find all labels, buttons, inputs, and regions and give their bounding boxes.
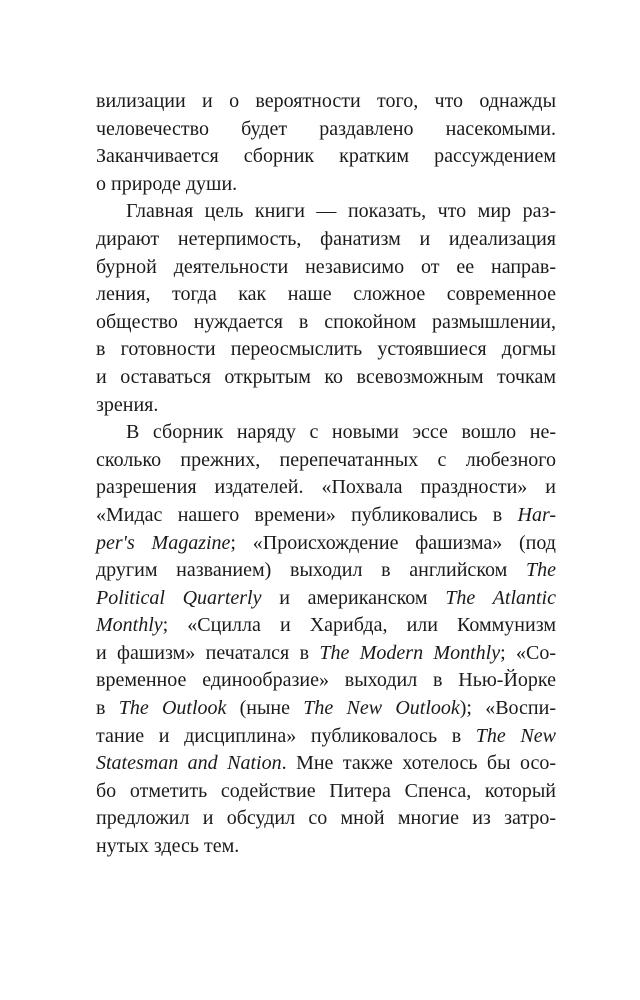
text-line: per's Magazine; «Происхождение фашизма» (под xyxy=(96,531,556,554)
text-line: дирают нетерпимость, фанатизм и идеализация xyxy=(96,227,556,250)
text-line: общество нуждается в спокойном размышлении, xyxy=(96,310,556,333)
text-line: о природе души. xyxy=(96,172,238,195)
text-line: временное единообразие» выходил в Нью-Йорке xyxy=(96,669,556,692)
text-line: нутых здесь тем. xyxy=(96,835,240,858)
text-line: Political Quarterly и американском The Atlantic xyxy=(96,586,556,609)
text-line: предложил и обсудил со мной многие из затро- xyxy=(96,807,556,830)
text-line: Monthly; «Сцилла и Харибда, или Коммунизм xyxy=(96,614,556,637)
text-line: в готовности переосмыслить устоявшиеся догмы xyxy=(96,338,556,361)
text-line: в The Outlook (ныне The New Outlook); «Воспи- xyxy=(96,697,556,720)
text-line: Заканчивается сборник кратким рассуждением xyxy=(96,145,556,168)
body-text xyxy=(96,88,556,861)
text-line: бурной деятельности независимо от ее направ- xyxy=(96,255,556,278)
text-line: ления, тогда как наше сложное современное xyxy=(96,283,556,306)
text-line: другим названием) выходил в английском The xyxy=(96,559,556,582)
text-line: бо отметить содействие Питера Спенса, который xyxy=(96,779,556,802)
text-line: Главная цель книги — показать, что мир раз- xyxy=(126,200,556,223)
text-line: вилизации и о вероятности того, что однажды xyxy=(96,90,556,112)
text-line: человечество будет раздавлено насекомыми. xyxy=(96,117,556,140)
text-line: сколько прежних, перепечатанных с любезного xyxy=(96,448,556,471)
text-line: тание и дисциплина» публиковалось в The New xyxy=(96,724,556,747)
text-line: «Мидас нашего времени» публиковались в Har- xyxy=(96,503,556,526)
text-line: и оставаться открытым ко всевозможным точкам xyxy=(96,365,556,388)
text-line: В сборник наряду с новыми эссе вошло не- xyxy=(126,421,556,444)
text-line: разрешения издателей. «Похвала праздности» и xyxy=(96,476,556,499)
text-line: Statesman and Nation. Мне также хотелось бы осо- xyxy=(96,752,557,775)
text-line: зрения. xyxy=(96,393,159,416)
text-line: и фашизм» печатался в The Modern Monthly; «Со- xyxy=(96,641,556,664)
